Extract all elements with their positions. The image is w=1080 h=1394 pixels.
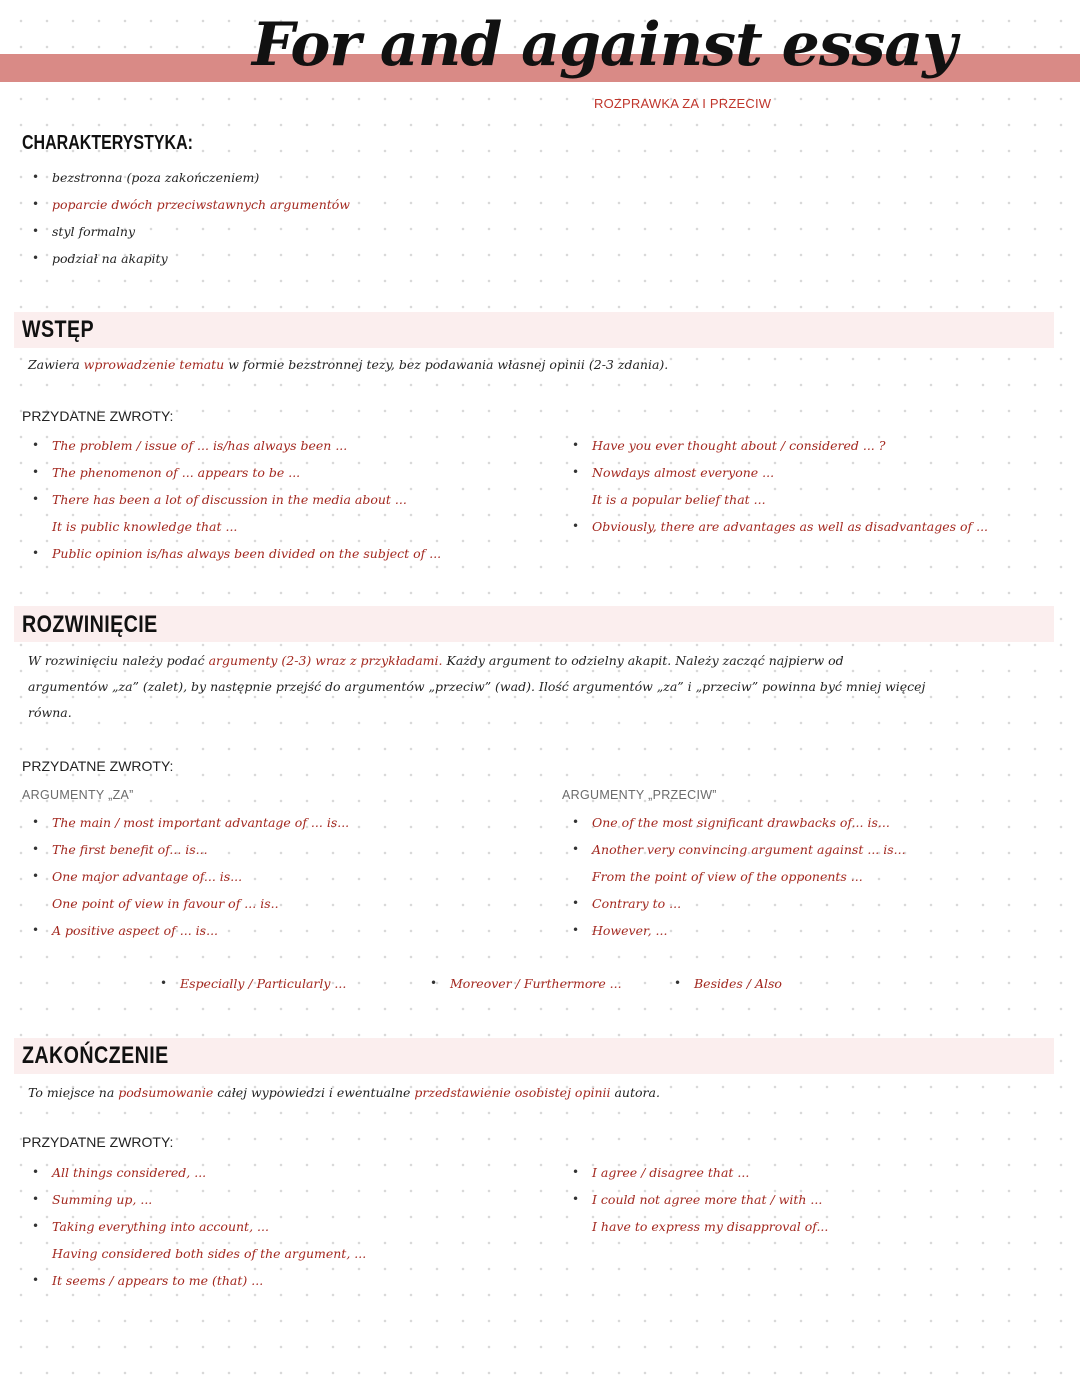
list-item: • styl formalny: [22, 218, 350, 245]
phrase-item: • I could not agree more that / with ...: [562, 1186, 828, 1213]
phrase-item: • A positive aspect of ... is...: [22, 917, 349, 944]
phrase-item: One point of view in favour of ... is..: [52, 896, 279, 911]
list-item: • poparcie dwóch przeciwstawnych argumentów: [22, 191, 350, 218]
desc-text: To miejsce na: [28, 1085, 115, 1100]
phrase-item: • Nowdays almost everyone ...: [562, 459, 988, 486]
connector-text: • Moreover / Furthermore ...: [420, 970, 622, 997]
desc-text: Każdy argument to odzielny akapit. Należy zacząć najpierw od: [446, 653, 844, 668]
phrase-item: • All things considered, ...: [22, 1159, 366, 1186]
wstep-description: [28, 352, 668, 378]
section-band-wstep: [14, 312, 1054, 348]
page-title: For and against essay: [252, 10, 957, 80]
phrase-item: • The main / most important advantage of ... is...: [22, 809, 349, 836]
desc-text: Zawiera: [28, 357, 80, 372]
section-heading-zakonczenie: ZAKOŃCZENIE: [22, 1042, 169, 1069]
arguments-against-label: ARGUMENTY „PRZECIW”: [562, 788, 717, 802]
phrase-item: • Have you ever thought about / considered ... ?: [562, 432, 988, 459]
phrase-item: Having considered both sides of the argument, ...: [52, 1246, 367, 1261]
list-item: • bezstronna (poza zakończeniem): [22, 164, 350, 191]
section-band-rozwiniecie: [14, 606, 1054, 642]
desc-line: [28, 648, 1058, 674]
phrase-item: • Contrary to ...: [562, 890, 906, 917]
zakonczenie-phrases-left: [22, 1159, 366, 1294]
characteristics-heading: CHARAKTERYSTYKA:: [22, 132, 193, 154]
rozwiniecie-phrases-label: PRZYDATNE ZWROTY:: [22, 758, 174, 774]
phrase-item: • The first benefit of... is...: [22, 836, 349, 863]
section-heading-wstep: WSTĘP: [22, 316, 95, 343]
phrase-item: • I agree / disagree that ...: [562, 1159, 828, 1186]
phrase-item: It is public knowledge that ...: [52, 519, 238, 534]
phrase-item: • Summing up, ...: [22, 1186, 366, 1213]
phrase-item: • Public opinion is/has always been divided on the subject of ...: [22, 540, 441, 567]
phrase-item: • The problem / issue of ... is/has always been ...: [22, 432, 441, 459]
page-subtitle: ROZPRAWKA ZA I PRZECIW: [594, 96, 772, 111]
desc-line: argumentów „za” (zalet), by następnie przejść do argumentów „przeciw” (wad). Ilość argumentów „za” i „przeciw” powinna być mniej więcej: [28, 679, 926, 694]
connector-text: • Especially / Particularly ...: [150, 970, 346, 997]
rozwiniecie-description: [28, 648, 1058, 726]
desc-text: w formie bezstronnej tezy, bez podawania własnej opinii (2-3 zdania).: [228, 357, 669, 372]
wstep-phrases-left: [22, 432, 441, 567]
connector-item: [150, 970, 346, 997]
connector-item: [664, 970, 782, 997]
phrase-item: • One of the most significant drawbacks of... is...: [562, 809, 906, 836]
desc-highlight: przedstawienie osobistej opinii: [414, 1085, 611, 1100]
phrase-item: • There has been a lot of discussion in the media about ...: [22, 486, 441, 513]
desc-line: równa.: [28, 705, 72, 720]
connector-text: • Besides / Also: [664, 970, 782, 997]
phrase-item: • The phenomenon of ... appears to be ...: [22, 459, 441, 486]
phrase-item: I have to express my disapproval of...: [592, 1219, 829, 1234]
wstep-phrases-right: [562, 432, 988, 540]
phrase-item: • Taking everything into account, ...: [22, 1213, 366, 1240]
phrase-item: • One major advantage of... is...: [22, 863, 349, 890]
desc-text: autora.: [614, 1085, 660, 1100]
list-item: • podział na akapity: [22, 245, 350, 272]
phrase-item: • Another very convincing argument against ... is...: [562, 836, 906, 863]
desc-highlight: wprowadzenie tematu: [83, 357, 225, 372]
zakonczenie-phrases-label: PRZYDATNE ZWROTY:: [22, 1134, 174, 1150]
zakonczenie-phrases-right: [562, 1159, 828, 1240]
phrase-item: • It seems / appears to me (that) ...: [22, 1267, 366, 1294]
arguments-against-list: [562, 809, 906, 944]
arguments-for-list: [22, 809, 349, 944]
phrase-item: It is a popular belief that ...: [592, 492, 766, 507]
arguments-for-label: ARGUMENTY „ZA”: [22, 788, 134, 802]
phrase-item: • However, ...: [562, 917, 906, 944]
desc-text: całej wypowiedzi i ewentualne: [217, 1085, 411, 1100]
zakonczenie-description: [28, 1080, 660, 1106]
wstep-phrases-label: PRZYDATNE ZWROTY:: [22, 408, 174, 424]
phrase-item: • Obviously, there are advantages as well as disadvantages of ...: [562, 513, 988, 540]
desc-highlight: podsumowanie: [118, 1085, 214, 1100]
desc-highlight: argumenty (2-3) wraz z przykładami.: [208, 653, 443, 668]
section-heading-rozwiniecie: ROZWINIĘCIE: [22, 611, 158, 638]
connector-item: [420, 970, 622, 997]
phrase-item: From the point of view of the opponents ...: [592, 869, 863, 884]
characteristics-list: [22, 164, 350, 272]
desc-text: W rozwinięciu należy podać: [28, 653, 205, 668]
section-band-zakonczenie: [14, 1038, 1054, 1074]
